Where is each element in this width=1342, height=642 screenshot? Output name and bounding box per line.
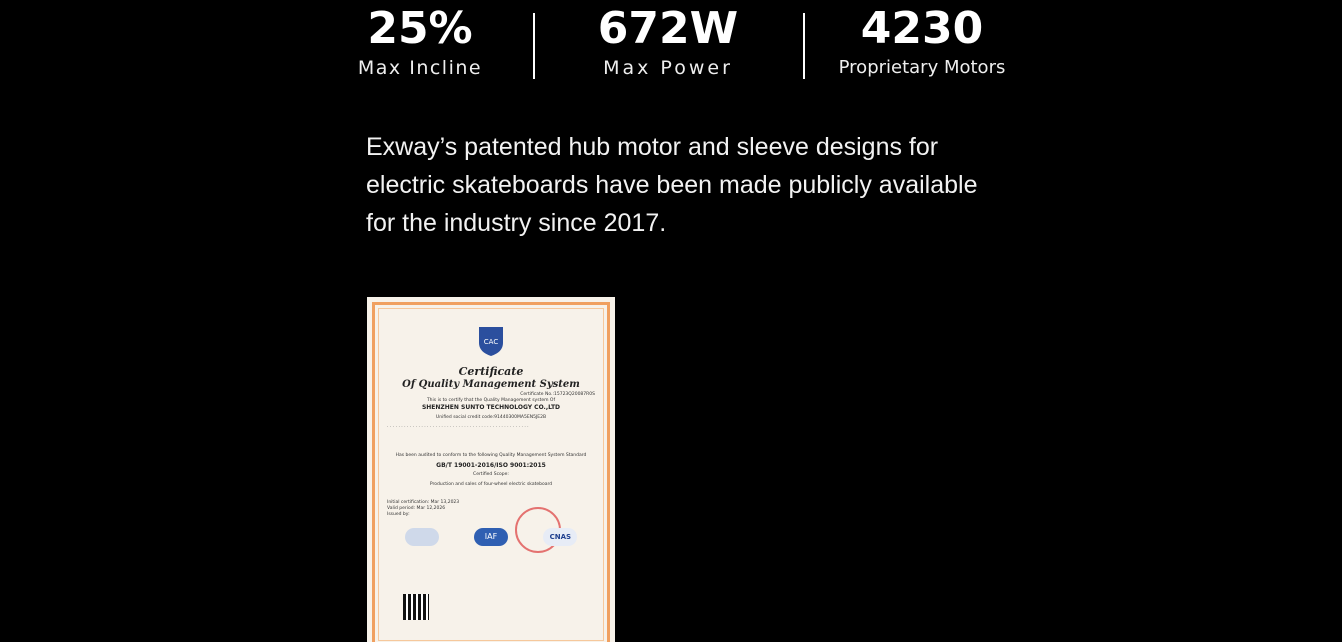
credit-code: Unified social credit code:91440300MA5EN5JE2B [435,415,547,420]
cnas-logo: CNAS [543,528,577,546]
stat-max-power [588,0,748,80]
certify-text: This is to certify that the Quality Management system Of [426,398,556,403]
qr-code-icon [403,594,429,620]
stat-divider [803,13,805,79]
issued-by: Issued by: [387,512,410,517]
stat-label: Max Power [603,57,733,79]
cac-shield-icon [478,325,504,357]
stat-divider [533,13,535,79]
certificate-title: Certificate [458,365,524,378]
patent-description: Exway’s patented hub motor and sleeve designs for electric skateboards have been made publicly available for the industry since 2017. [366,133,978,237]
accreditation-logo-icon [405,528,439,546]
valid-period: Valid period: Mar 12,2026 [387,506,446,511]
initial-certification: Initial certification: Mar 13,2023 [387,500,460,505]
certificate-standard: GB/T 19001-2016/ISO 9001:2015 [436,462,546,469]
iaf-logo: IAF [474,528,508,546]
accreditation-logos [387,528,595,546]
quality-certificate-image [367,297,615,642]
certificate-subtitle: Of Quality Management System [402,379,580,390]
scope-label: Certified Scope: [473,472,509,477]
stat-max-incline [350,0,490,80]
stat-value: 25% [367,3,473,54]
stat-value: 672W [597,3,739,54]
cac-badge-text: CAC [483,338,499,346]
address-block: · · · · · · · · · · · · · · · · · · · · · · · · · · · · · · · · · · · · · · · · · · · · · · · · · · [387,425,529,430]
certificate-company: SHENZHEN SUNTO TECHNOLOGY CO.,LTD [421,404,561,411]
stat-proprietary-motors [838,0,1006,80]
certificate-number: Certificate No.:15723Q20087R0S [520,392,595,397]
stat-label: Proprietary Motors [838,57,1006,78]
certified-scope: Production and sales of four-wheel electric skateboard [429,482,553,487]
stat-label: Max Incline [357,57,483,79]
stats-bar [312,0,1032,90]
standard-intro: Has been audited to conform to the following Quality Management System Standard [395,453,587,458]
stat-value: 4230 [860,3,984,54]
